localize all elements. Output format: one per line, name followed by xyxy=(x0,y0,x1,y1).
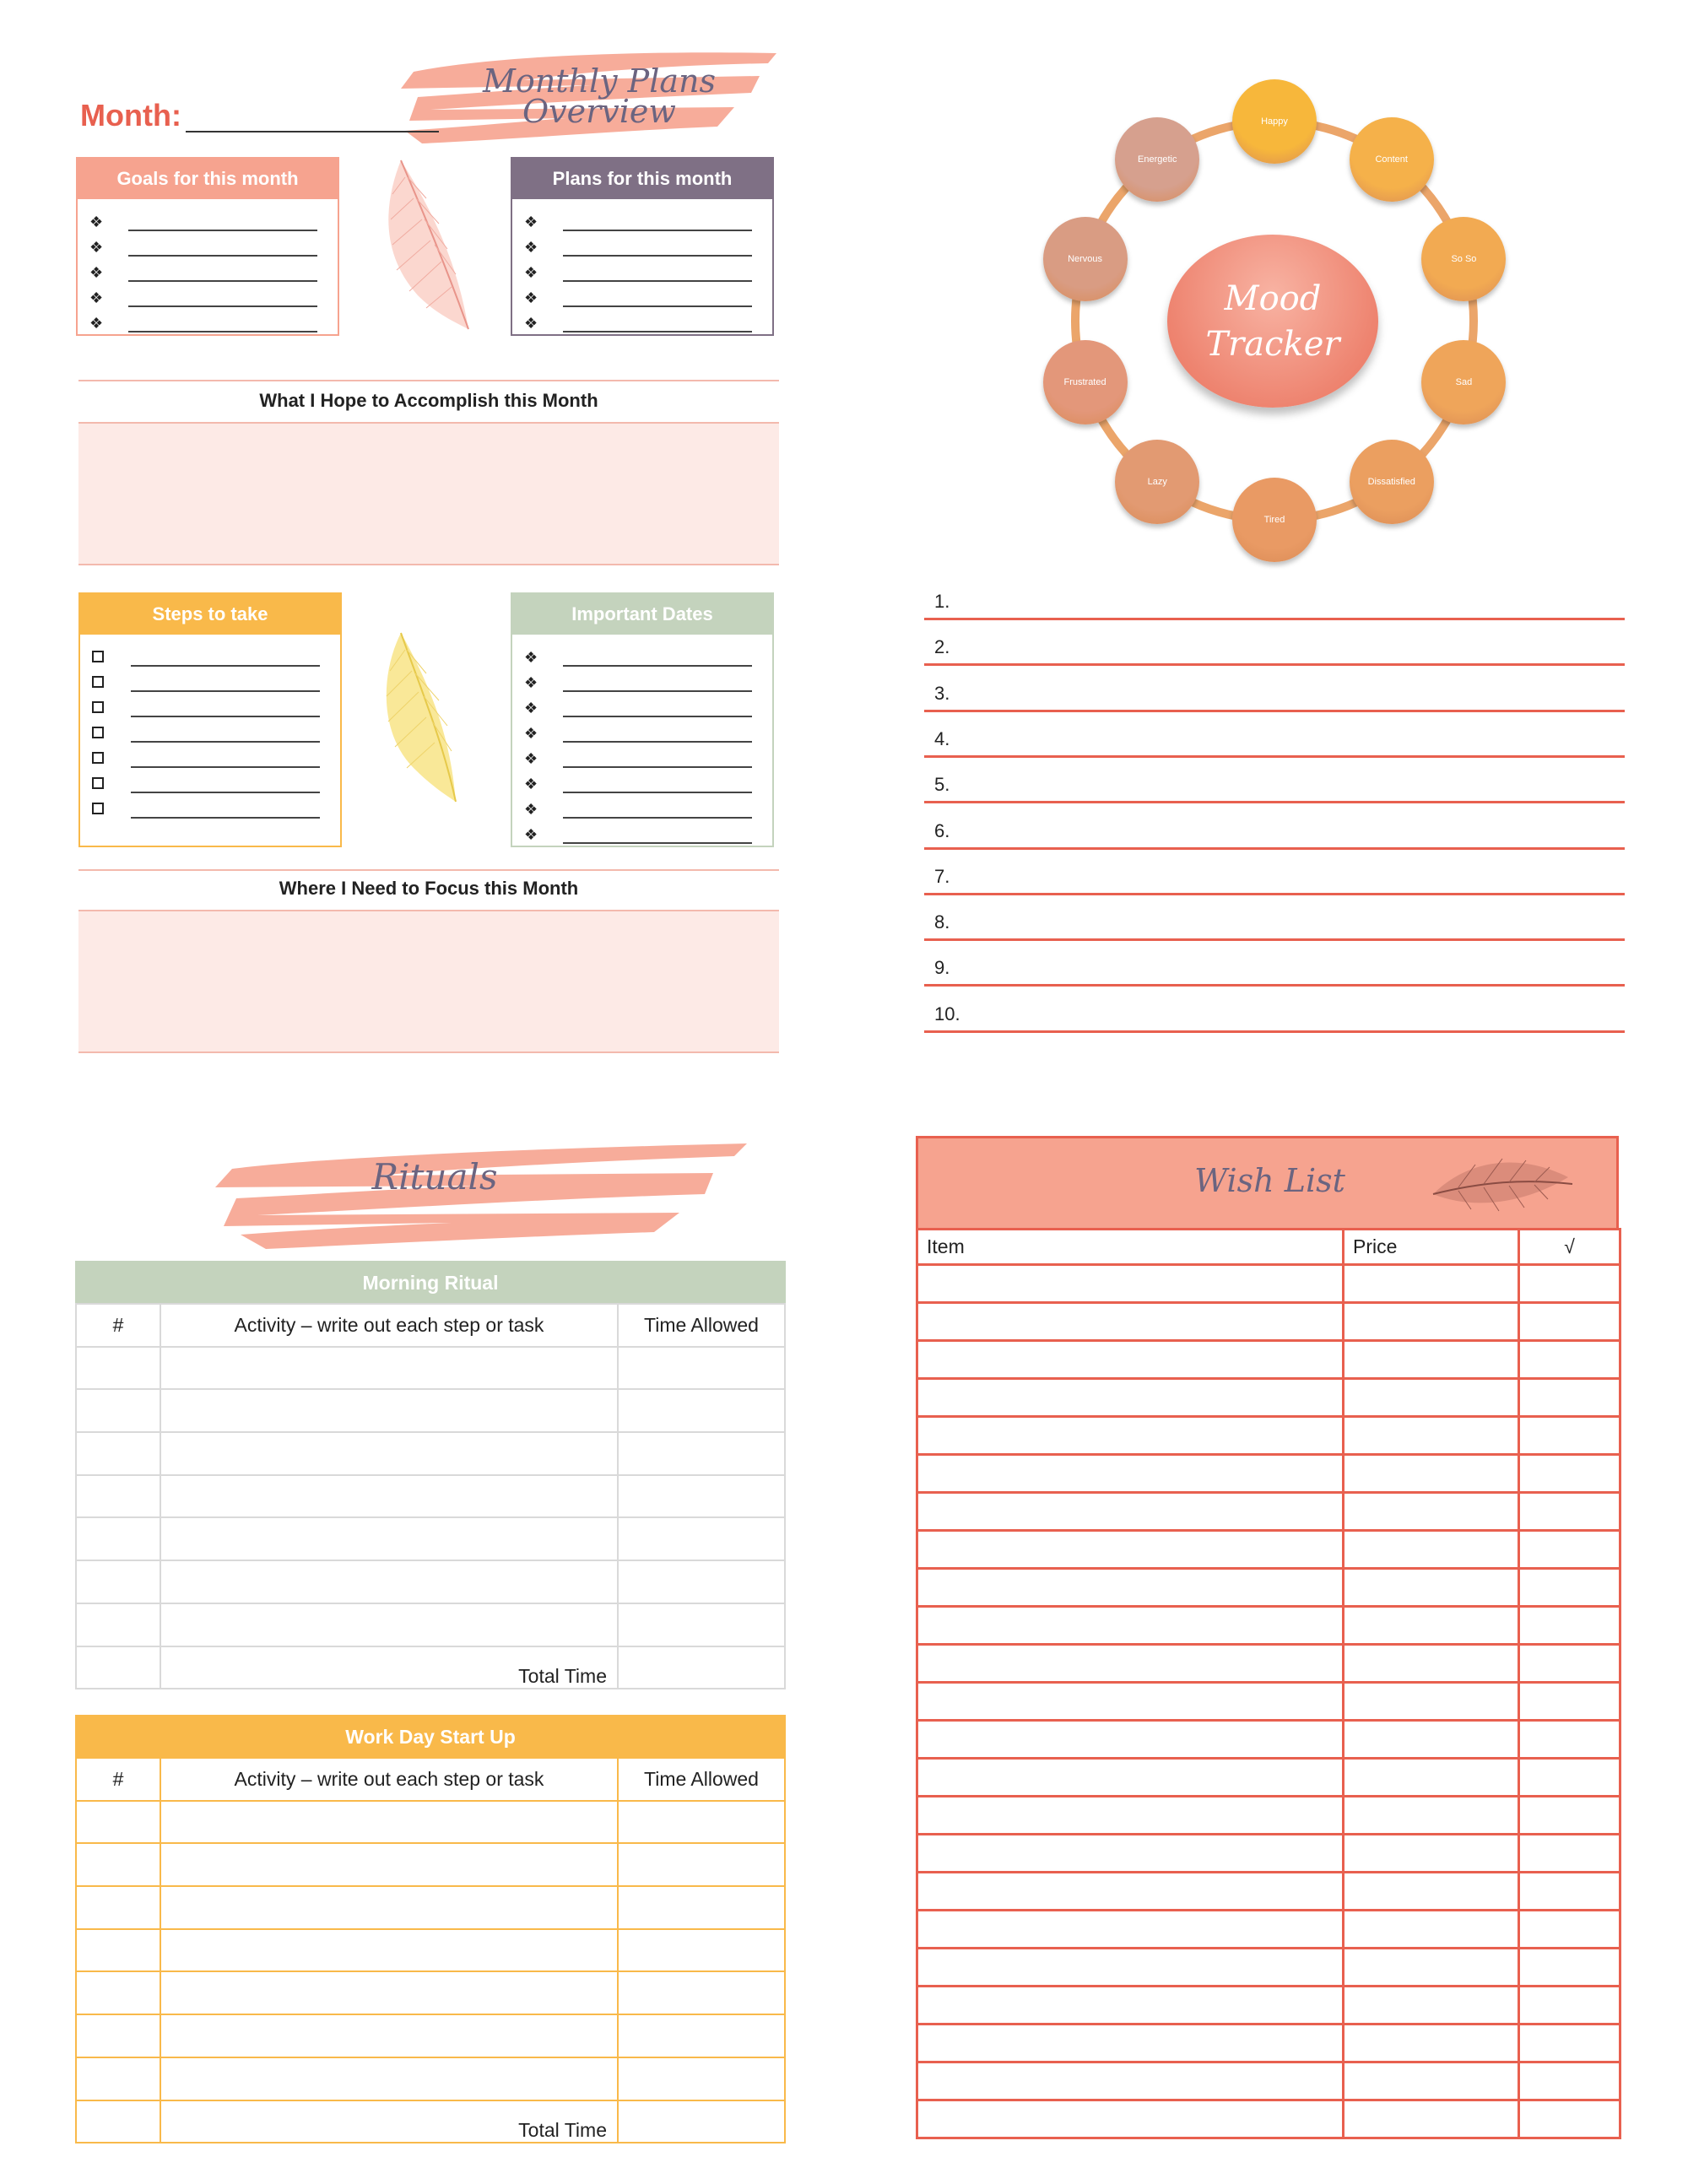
morning-cell[interactable] xyxy=(160,1389,618,1432)
line-number: 2. xyxy=(934,636,950,658)
wishlist-cell[interactable] xyxy=(1344,2025,1519,2062)
wishlist-cell[interactable] xyxy=(917,1645,1344,1683)
mood-node[interactable]: Tired xyxy=(1232,478,1317,562)
wishlist-cell[interactable] xyxy=(1344,1873,1519,1911)
morning-column-headers xyxy=(76,1304,785,1347)
wishlist-row xyxy=(917,1379,1620,1417)
wishlist-cell[interactable] xyxy=(1519,1493,1620,1531)
diamond-bullet-icon: ❖ xyxy=(524,264,538,281)
rituals-title: Rituals xyxy=(371,1156,498,1197)
numbered-line[interactable] xyxy=(924,847,1625,895)
workday-cell[interactable] xyxy=(160,1843,618,1886)
wishlist-cell[interactable] xyxy=(1519,1987,1620,2025)
wishlist-row xyxy=(917,1797,1620,1835)
wishlist-cell[interactable] xyxy=(1519,1683,1620,1721)
diamond-bullet-icon: ❖ xyxy=(524,649,538,666)
morning-cell[interactable] xyxy=(76,1347,160,1390)
wishlist-cell[interactable] xyxy=(917,1949,1344,1987)
dates-item[interactable] xyxy=(524,743,760,768)
workday-cell[interactable] xyxy=(76,1971,160,2014)
wishlist-header xyxy=(916,1136,1619,1230)
wishlist-row xyxy=(917,2100,1620,2138)
wishlist-cell[interactable] xyxy=(917,1569,1344,1607)
dates-item[interactable] xyxy=(524,717,760,743)
wishlist-cell[interactable] xyxy=(1344,1265,1519,1303)
wishlist-cell[interactable] xyxy=(1344,1531,1519,1569)
morning-table-row xyxy=(76,1603,785,1646)
wishlist-column-header: √ xyxy=(1519,1230,1620,1265)
wishlist-cell[interactable] xyxy=(1344,1417,1519,1455)
workday-column-headers xyxy=(76,1758,785,1801)
wishlist-cell[interactable] xyxy=(917,1797,1344,1835)
workday-table-row xyxy=(76,2057,785,2100)
workday-table-row xyxy=(76,2100,785,2143)
goals-box xyxy=(76,157,339,336)
numbered-line[interactable] xyxy=(924,618,1625,666)
numbered-line[interactable] xyxy=(924,893,1625,941)
mood-node[interactable]: Frustrated xyxy=(1043,340,1128,424)
mood-node[interactable]: Lazy xyxy=(1115,440,1199,524)
steps-item[interactable] xyxy=(92,692,328,717)
diamond-bullet-icon: ❖ xyxy=(524,674,538,691)
steps-item[interactable] xyxy=(92,793,328,819)
wishlist-cell[interactable] xyxy=(917,1379,1344,1417)
morning-rows xyxy=(76,1347,785,1689)
wishlist-column-header: Price xyxy=(1344,1230,1519,1265)
wishlist-cell[interactable] xyxy=(1519,1911,1620,1949)
wishlist-cell[interactable] xyxy=(1344,2100,1519,2138)
wishlist-row xyxy=(917,2025,1620,2062)
morning-cell[interactable] xyxy=(618,1646,785,1689)
workday-cell[interactable] xyxy=(76,2057,160,2100)
dates-item[interactable] xyxy=(524,692,760,717)
dates-list xyxy=(512,635,772,844)
numbered-line[interactable] xyxy=(924,710,1625,758)
wishlist-row xyxy=(917,1569,1620,1607)
morning-table-row xyxy=(76,1389,785,1432)
diamond-bullet-icon: ❖ xyxy=(524,700,538,716)
morning-cell[interactable] xyxy=(618,1347,785,1390)
numbered-line[interactable] xyxy=(924,572,1625,620)
numbered-line[interactable] xyxy=(924,985,1625,1033)
morning-cell[interactable] xyxy=(160,1475,618,1518)
wishlist-cell[interactable] xyxy=(1344,1987,1519,2025)
wishlist-row xyxy=(917,1683,1620,1721)
wishlist-rows xyxy=(917,1265,1620,2138)
workday-cell[interactable] xyxy=(76,1886,160,1929)
wishlist-cell[interactable] xyxy=(1519,1835,1620,1873)
dates-item[interactable] xyxy=(524,641,760,667)
plans-item[interactable] xyxy=(524,257,760,282)
planner-title-line2: Overview xyxy=(522,93,676,130)
wishlist-cell[interactable] xyxy=(1519,2062,1620,2100)
wishlist-cell[interactable] xyxy=(1344,1911,1519,1949)
steps-item[interactable] xyxy=(92,667,328,692)
morning-cell[interactable] xyxy=(618,1475,785,1518)
morning-table-row xyxy=(76,1432,785,1475)
wishlist-row xyxy=(917,2062,1620,2100)
mood-title-line2: Tracker xyxy=(1205,324,1340,364)
brown-feather-icon xyxy=(1425,1143,1577,1228)
workday-cell[interactable] xyxy=(76,1843,160,1886)
workday-column-header: # xyxy=(76,1758,160,1801)
workday-cell[interactable] xyxy=(76,2014,160,2057)
pink-feather-icon xyxy=(367,152,494,338)
wishlist-cell[interactable] xyxy=(1519,1341,1620,1379)
yellow-feather-icon xyxy=(363,624,490,810)
line-number: 3. xyxy=(934,682,950,704)
steps-item[interactable] xyxy=(92,743,328,768)
wishlist-row xyxy=(917,1303,1620,1341)
workday-cell[interactable] xyxy=(160,2057,618,2100)
mood-title-line1: Mood xyxy=(1224,278,1322,318)
morning-cell[interactable] xyxy=(76,1432,160,1475)
wishlist-cell[interactable] xyxy=(1344,1797,1519,1835)
morning-cell[interactable] xyxy=(76,1560,160,1603)
wishlist-cell[interactable] xyxy=(917,2062,1344,2100)
workday-cell[interactable] xyxy=(160,1886,618,1929)
morning-cell[interactable] xyxy=(76,1389,160,1432)
wishlist-row xyxy=(917,1455,1620,1493)
checkbox-icon[interactable] xyxy=(92,651,104,662)
wishlist-column-headers xyxy=(917,1230,1620,1265)
wishlist-cell[interactable] xyxy=(917,1835,1344,1873)
morning-cell[interactable] xyxy=(160,1517,618,1560)
steps-list xyxy=(80,635,340,819)
plans-item[interactable] xyxy=(524,282,760,307)
workday-cell[interactable] xyxy=(618,1801,785,1844)
morning-table-row xyxy=(76,1646,785,1689)
workday-cell[interactable] xyxy=(160,2014,618,2057)
goals-item[interactable] xyxy=(89,257,326,282)
steps-item[interactable] xyxy=(92,641,328,667)
wishlist-row xyxy=(917,1759,1620,1797)
wishlist-cell[interactable] xyxy=(1519,1265,1620,1303)
mood-node[interactable]: Happy xyxy=(1232,79,1317,164)
workday-table-row xyxy=(76,1886,785,1929)
wishlist-cell[interactable] xyxy=(917,1911,1344,1949)
morning-table-row xyxy=(76,1475,785,1518)
morning-cell[interactable] xyxy=(618,1389,785,1432)
line-number: 8. xyxy=(934,911,950,933)
wishlist-cell[interactable] xyxy=(917,1531,1344,1569)
plans-header: Plans for this month xyxy=(512,159,772,199)
wishlist-cell[interactable] xyxy=(1344,1645,1519,1683)
workday-rows xyxy=(76,1801,785,2143)
mood-node[interactable]: Nervous xyxy=(1043,217,1128,301)
goals-header: Goals for this month xyxy=(78,159,338,199)
wishlist-cell[interactable] xyxy=(1344,1759,1519,1797)
morning-cell[interactable] xyxy=(160,1603,618,1646)
steps-header: Steps to take xyxy=(80,594,340,635)
wishlist-cell[interactable] xyxy=(917,2100,1344,2138)
morning-cell[interactable] xyxy=(618,1517,785,1560)
wishlist-cell[interactable] xyxy=(917,1493,1344,1531)
goals-item[interactable] xyxy=(89,307,326,332)
wishlist-row xyxy=(917,1265,1620,1303)
hope-divider xyxy=(78,380,779,381)
wishlist-cell[interactable] xyxy=(1519,1531,1620,1569)
wishlist-cell[interactable] xyxy=(1519,1721,1620,1759)
checkbox-icon[interactable] xyxy=(92,777,104,789)
wishlist-title: Wish List xyxy=(1194,1162,1345,1199)
diamond-bullet-icon: ❖ xyxy=(524,725,538,742)
wishlist-cell[interactable] xyxy=(1344,1949,1519,1987)
wishlist-row xyxy=(917,1645,1620,1683)
wishlist-cell[interactable] xyxy=(1344,1835,1519,1873)
checkbox-icon[interactable] xyxy=(92,752,104,764)
wishlist-cell[interactable] xyxy=(917,1417,1344,1455)
workday-table-row xyxy=(76,1929,785,1972)
morning-column-header: Time Allowed xyxy=(618,1304,785,1347)
wishlist-cell[interactable] xyxy=(1519,1645,1620,1683)
workday-cell[interactable] xyxy=(160,1929,618,1972)
wishlist-cell[interactable] xyxy=(917,2025,1344,2062)
wishlist-row xyxy=(917,1417,1620,1455)
wishlist-cell[interactable] xyxy=(1344,1683,1519,1721)
line-number: 9. xyxy=(934,957,950,979)
numbered-line[interactable] xyxy=(924,755,1625,803)
diamond-bullet-icon: ❖ xyxy=(524,750,538,767)
wishlist-cell[interactable] xyxy=(1344,1303,1519,1341)
workday-total-label: Total Time xyxy=(160,2100,618,2143)
line-number: 7. xyxy=(934,865,950,887)
wishlist-row xyxy=(917,1721,1620,1759)
wishlist-cell[interactable] xyxy=(1519,2100,1620,2138)
workday-table-row xyxy=(76,1971,785,2014)
workday-cell[interactable] xyxy=(618,1886,785,1929)
morning-table-row xyxy=(76,1517,785,1560)
goals-item[interactable] xyxy=(89,231,326,257)
numbered-line[interactable] xyxy=(924,802,1625,850)
planner-title xyxy=(422,62,776,130)
morning-table-row xyxy=(76,1560,785,1603)
diamond-bullet-icon: ❖ xyxy=(89,289,104,306)
diamond-bullet-icon: ❖ xyxy=(524,214,538,230)
diamond-bullet-icon: ❖ xyxy=(89,315,104,332)
diamond-bullet-icon: ❖ xyxy=(524,239,538,256)
line-number: 10. xyxy=(934,1003,960,1024)
wishlist-cell[interactable] xyxy=(1519,2025,1620,2062)
mood-node[interactable]: Dissatisfied xyxy=(1350,440,1434,524)
focus-title: Where I Need to Focus this Month xyxy=(279,878,579,899)
morning-cell[interactable] xyxy=(76,1646,160,1689)
wishlist-cell[interactable] xyxy=(917,1759,1344,1797)
mood-node[interactable]: So So xyxy=(1421,217,1506,301)
wishlist-cell[interactable] xyxy=(1344,1379,1519,1417)
wishlist-cell[interactable] xyxy=(917,1987,1344,2025)
hope-writing-area[interactable] xyxy=(78,422,779,565)
diamond-bullet-icon: ❖ xyxy=(524,801,538,818)
mood-node[interactable]: Content xyxy=(1350,117,1434,202)
wishlist-cell[interactable] xyxy=(1519,1873,1620,1911)
wishlist-cell[interactable] xyxy=(1519,1417,1620,1455)
workday-cell[interactable] xyxy=(618,1971,785,2014)
wishlist-cell[interactable] xyxy=(1519,1455,1620,1493)
wishlist-cell[interactable] xyxy=(917,1607,1344,1645)
checkbox-icon[interactable] xyxy=(92,727,104,738)
workday-cell[interactable] xyxy=(76,2100,160,2143)
workday-column-header: Time Allowed xyxy=(618,1758,785,1801)
wishlist-cell[interactable] xyxy=(1344,1569,1519,1607)
wishlist-cell[interactable] xyxy=(1344,1341,1519,1379)
morning-cell[interactable] xyxy=(76,1475,160,1518)
diamond-bullet-icon: ❖ xyxy=(524,289,538,306)
morning-cell[interactable] xyxy=(618,1560,785,1603)
dates-header: Important Dates xyxy=(512,594,772,635)
dates-item[interactable] xyxy=(524,667,760,692)
workday-table-row xyxy=(76,1801,785,1844)
workday-cell[interactable] xyxy=(76,1929,160,1972)
workday-cell[interactable] xyxy=(618,2014,785,2057)
plans-box xyxy=(511,157,774,336)
steps-box xyxy=(78,592,342,847)
morning-cell[interactable] xyxy=(618,1603,785,1646)
wishlist-cell[interactable] xyxy=(1344,2062,1519,2100)
wishlist-cell[interactable] xyxy=(917,1455,1344,1493)
line-number: 5. xyxy=(934,774,950,796)
workday-cell[interactable] xyxy=(160,1971,618,2014)
wishlist-cell[interactable] xyxy=(1344,1455,1519,1493)
wishlist-row xyxy=(917,1949,1620,1987)
morning-ritual-table xyxy=(75,1261,786,1689)
wishlist-cell[interactable] xyxy=(1344,1493,1519,1531)
wishlist-row xyxy=(917,1873,1620,1911)
mood-node[interactable]: Energetic xyxy=(1115,117,1199,202)
dates-item[interactable] xyxy=(524,819,760,844)
dates-item[interactable] xyxy=(524,768,760,793)
numbered-line[interactable] xyxy=(924,664,1625,712)
workday-table-row xyxy=(76,1843,785,1886)
mood-center xyxy=(1167,235,1378,408)
checkbox-icon[interactable] xyxy=(92,676,104,688)
wishlist-row xyxy=(917,1341,1620,1379)
diamond-bullet-icon: ❖ xyxy=(89,214,104,230)
wishlist-row xyxy=(917,1987,1620,2025)
plans-item[interactable] xyxy=(524,206,760,231)
wishlist-cell[interactable] xyxy=(917,1341,1344,1379)
wishlist-cell[interactable] xyxy=(1519,1759,1620,1797)
morning-column-header: # xyxy=(76,1304,160,1347)
workday-column-header: Activity – write out each step or task xyxy=(160,1758,618,1801)
wishlist-cell[interactable] xyxy=(917,1265,1344,1303)
workday-header: Work Day Start Up xyxy=(76,1716,785,1758)
workday-cell[interactable] xyxy=(618,2100,785,2143)
plans-item[interactable] xyxy=(524,307,760,332)
morning-column-header: Activity – write out each step or task xyxy=(160,1304,618,1347)
wishlist-cell[interactable] xyxy=(1519,1797,1620,1835)
morning-total-label: Total Time xyxy=(160,1646,618,1689)
morning-table-row xyxy=(76,1347,785,1390)
wishlist-row xyxy=(917,1911,1620,1949)
wishlist-cell[interactable] xyxy=(1519,1949,1620,1987)
morning-cell[interactable] xyxy=(160,1432,618,1475)
wishlist-cell[interactable] xyxy=(917,1303,1344,1341)
wishlist-table xyxy=(916,1228,1621,2139)
wishlist-column-header: Item xyxy=(917,1230,1344,1265)
wishlist-cell[interactable] xyxy=(917,1683,1344,1721)
morning-cell[interactable] xyxy=(76,1517,160,1560)
plans-list xyxy=(512,199,772,332)
wishlist-cell[interactable] xyxy=(1519,1569,1620,1607)
diamond-bullet-icon: ❖ xyxy=(524,776,538,792)
wishlist-cell[interactable] xyxy=(917,1873,1344,1911)
goals-list xyxy=(78,199,338,332)
wishlist-row xyxy=(917,1835,1620,1873)
checkbox-icon[interactable] xyxy=(92,701,104,713)
diamond-bullet-icon: ❖ xyxy=(89,264,104,281)
workday-table xyxy=(75,1715,786,2143)
checkbox-icon[interactable] xyxy=(92,803,104,814)
wishlist-cell[interactable] xyxy=(917,1721,1344,1759)
morning-cell[interactable] xyxy=(160,1347,618,1390)
line-number: 4. xyxy=(934,727,950,749)
morning-ritual-header: Morning Ritual xyxy=(76,1262,785,1304)
month-input-line[interactable] xyxy=(186,131,439,132)
dates-item[interactable] xyxy=(524,793,760,819)
steps-item[interactable] xyxy=(92,717,328,743)
planner-title-line1: Monthly Plans xyxy=(482,62,717,100)
wishlist-cell[interactable] xyxy=(1519,1379,1620,1417)
dates-box xyxy=(511,592,774,847)
wishlist-cell[interactable] xyxy=(1344,1721,1519,1759)
wishlist-row xyxy=(917,1531,1620,1569)
numbered-line[interactable] xyxy=(924,938,1625,987)
morning-cell[interactable] xyxy=(76,1603,160,1646)
workday-cell[interactable] xyxy=(76,1801,160,1844)
line-number: 6. xyxy=(934,819,950,841)
goals-item[interactable] xyxy=(89,206,326,231)
workday-cell[interactable] xyxy=(618,1929,785,1972)
workday-table-row xyxy=(76,2014,785,2057)
hope-title: What I Hope to Accomplish this Month xyxy=(259,390,598,411)
wishlist-cell[interactable] xyxy=(1519,1303,1620,1341)
plans-item[interactable] xyxy=(524,231,760,257)
morning-cell[interactable] xyxy=(160,1560,618,1603)
diamond-bullet-icon: ❖ xyxy=(524,826,538,843)
workday-cell[interactable] xyxy=(160,1801,618,1844)
diamond-bullet-icon: ❖ xyxy=(524,315,538,332)
wishlist-cell[interactable] xyxy=(1519,1607,1620,1645)
wishlist-row xyxy=(917,1607,1620,1645)
diamond-bullet-icon: ❖ xyxy=(89,239,104,256)
morning-cell[interactable] xyxy=(618,1432,785,1475)
focus-writing-area[interactable] xyxy=(78,910,779,1053)
wishlist-row xyxy=(917,1493,1620,1531)
wishlist-cell[interactable] xyxy=(1344,1607,1519,1645)
steps-item[interactable] xyxy=(92,768,328,793)
workday-cell[interactable] xyxy=(618,2057,785,2100)
workday-cell[interactable] xyxy=(618,1843,785,1886)
mood-node[interactable]: Sad xyxy=(1421,340,1506,424)
month-label: Month: xyxy=(80,98,181,132)
line-number: 1. xyxy=(934,591,950,612)
focus-divider xyxy=(78,869,779,871)
goals-item[interactable] xyxy=(89,282,326,307)
